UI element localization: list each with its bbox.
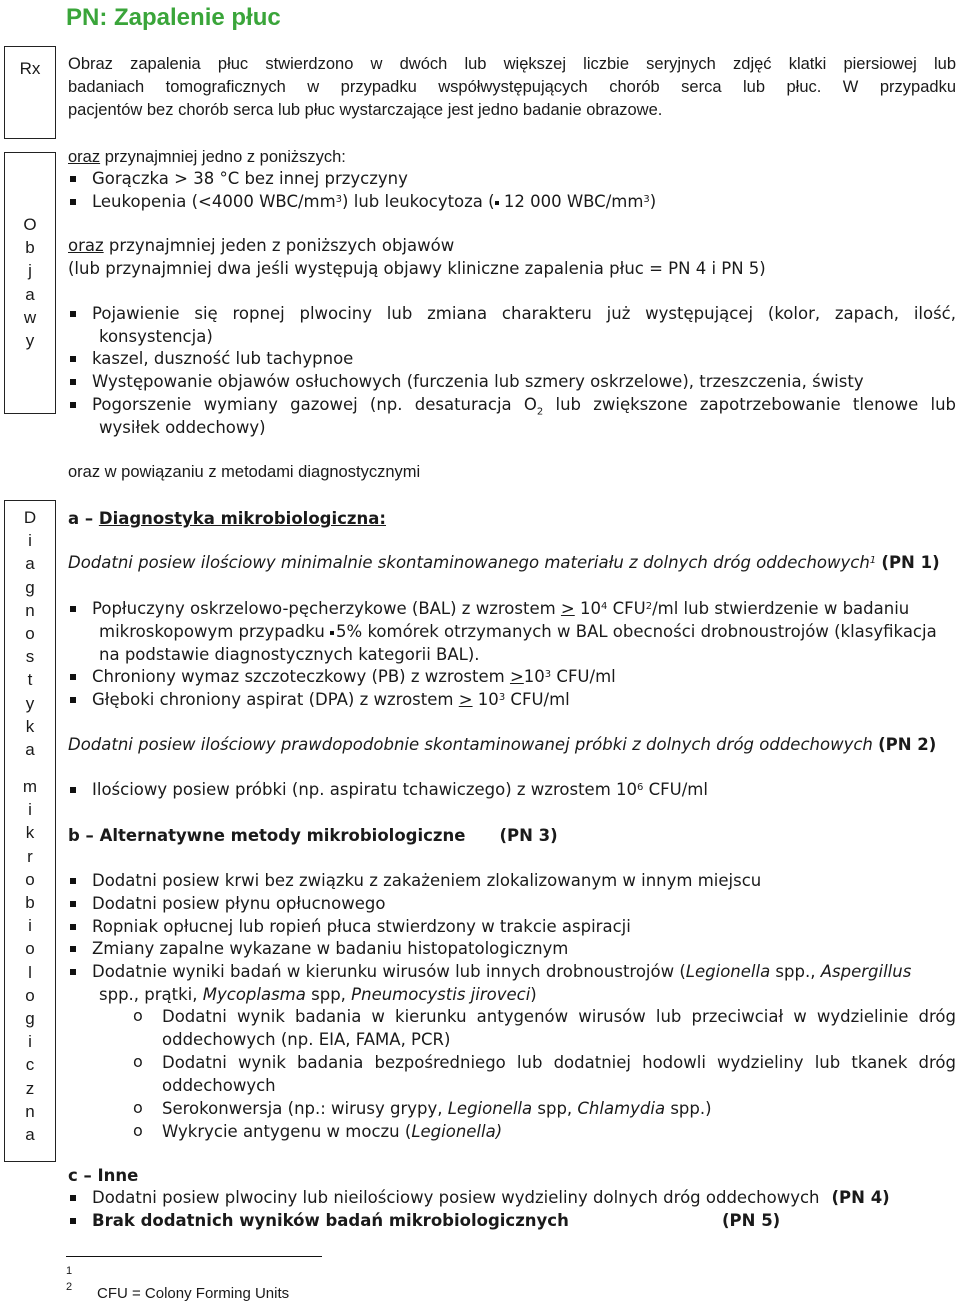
vertical-letter: i bbox=[28, 800, 32, 820]
vertical-letter: D bbox=[23, 508, 37, 527]
footnote-divider bbox=[66, 1256, 322, 1257]
vertical-letter: a bbox=[25, 1124, 35, 1144]
section-c-heading: c – Inne bbox=[68, 1166, 139, 1185]
alt-item-3: Ropniak opłucnej lub ropień płuca stwierdzony w trakcie aspiracji bbox=[92, 917, 631, 936]
pb-line: Chroniony wymaz szczoteczkowy (PB) z wzrostem $>10^3$ CFU/ml bbox=[92, 667, 616, 686]
alt-item-1: Dodatni posiew krwi bez związku z zakażeniem zlokalizowanym w innym miejscu bbox=[92, 871, 762, 890]
vertical-letter: a bbox=[25, 739, 35, 759]
objawy-intro-2b: (lub przynajmniej dwa jeśli występują objawy kliniczne zapalenia płuc = PN 4 i PN 5) bbox=[68, 259, 766, 278]
objawy-label-box bbox=[4, 152, 56, 414]
alt-viruses-l2: spp., prątki, Mycoplasma spp, Pneumocystis jiroveci) bbox=[99, 985, 537, 1004]
c-item-2-tag: (PN 5) bbox=[722, 1211, 781, 1230]
bullet-icon bbox=[70, 674, 76, 680]
vertical-letter: m bbox=[22, 777, 38, 797]
vertical-letter: g bbox=[25, 577, 35, 597]
vertical-letter: r bbox=[27, 846, 33, 866]
symptom-leukocytes: Leukopenia (<4000 WBC/$mm^3$) lub leukocytoza ( 12 000 WBC/$mm^3$) bbox=[92, 192, 657, 211]
ilosciowy-line: Ilościowy posiew próbki (np. aspiratu tchawiczego) z wzrostem $10^6$ CFU/ml bbox=[92, 780, 708, 799]
bullet-icon bbox=[70, 787, 76, 793]
bullet-icon bbox=[70, 878, 76, 884]
bullet-icon bbox=[70, 402, 76, 408]
rx-line-3: pacjentów bez chorób serca lub płuc wystarczające jest jedno badanie obrazowe. bbox=[68, 101, 663, 119]
rx-label-box bbox=[4, 46, 56, 139]
bullet-icon bbox=[70, 356, 76, 362]
sub-item-4: Wykrycie antygenu w moczu (Legionella) bbox=[162, 1122, 503, 1141]
bullet-icon bbox=[70, 946, 76, 952]
vertical-letter: l bbox=[28, 962, 32, 982]
rx-line-2: badaniach tomograficznych w przypadku współwystępujących chorób serca lub płuc. W przypadku bbox=[68, 78, 956, 96]
symptom-cough: kaszel, duszność lub tachypnoe bbox=[92, 349, 354, 368]
pn1-line: Dodatni posiew ilościowy minimalnie skontaminowanego materiału z dolnych dróg oddechowych$^1$ (PN 1) bbox=[68, 553, 940, 572]
symptom-sputum-l2: konsystencja) bbox=[99, 327, 213, 346]
bullet-icon bbox=[70, 311, 76, 317]
section-b-heading: b – Alternatywne metody mikrobiologiczne (PN 3) bbox=[68, 826, 558, 845]
circle-bullet-icon: o bbox=[133, 1121, 143, 1140]
diagnostyka-label-box bbox=[4, 500, 56, 1162]
connector-text: oraz w powiązaniu z metodami diagnostycznymi bbox=[68, 463, 421, 481]
vertical-letter: i bbox=[28, 1032, 32, 1052]
bal-line-3: na podstawie diagnostycznych kategorii BAL). bbox=[99, 645, 480, 664]
rx-label: Rx bbox=[19, 59, 41, 78]
alt-item-2: Dodatni posiew płynu opłucnowego bbox=[92, 894, 386, 913]
vertical-letter: O bbox=[23, 215, 37, 234]
vertical-letter: y bbox=[25, 330, 35, 350]
vertical-letter: o bbox=[25, 869, 35, 889]
circle-bullet-icon: o bbox=[133, 1006, 143, 1025]
pn2-line: Dodatni posiew ilościowy prawdopodobnie skontaminowanej próbki z dolnych dróg oddechowych (PN 2) bbox=[68, 735, 937, 754]
sub-item-3: Serokonwersja (np.: wirusy grypy, Legionella spp, Chlamydia spp.) bbox=[162, 1099, 712, 1118]
geq-icon bbox=[330, 631, 334, 635]
footnote-1-number: 1 bbox=[66, 1265, 73, 1277]
sub-item-2-l1: Dodatni wynik badania bezpośredniego lub dodatniej hodowli wydzieliny lub tkanek dróg bbox=[162, 1053, 956, 1072]
objawy-intro-2: oraz przynajmniej jeden z poniższych objawów bbox=[68, 236, 455, 255]
alt-viruses-l1: Dodatnie wyniki badań w kierunku wirusów lub innych drobnoustrojów (Legionella spp., Aspergillus bbox=[92, 962, 912, 981]
vertical-letter: z bbox=[25, 1078, 35, 1098]
c-item-1: Dodatni posiew plwociny lub nieilościowy posiew wydzieliny dolnych dróg oddechowych (PN 4) bbox=[92, 1188, 890, 1207]
c-item-2: Brak dodatnich wyników badań mikrobiologicznych bbox=[92, 1211, 569, 1230]
vertical-letter: s bbox=[25, 647, 35, 667]
vertical-letter: k bbox=[25, 823, 35, 843]
symptom-auscultation: Występowanie objawów osłuchowych (furczenia lub szmery oskrzelowe), trzeszczenia, świsty bbox=[92, 372, 864, 391]
vertical-letter: b bbox=[25, 238, 35, 258]
rx-line-1: Obraz zapalenia płuc stwierdzono w dwóch lub większej liczbie seryjnych zdjęć klatki piersiowej lub bbox=[68, 55, 956, 73]
symptom-gas-exchange-l2: wysiłek oddechowy) bbox=[99, 418, 266, 437]
sub-item-2-l2: oddechowych bbox=[162, 1076, 276, 1095]
vertical-letter: i bbox=[28, 531, 32, 551]
bullet-icon bbox=[70, 199, 76, 205]
bullet-icon bbox=[70, 1218, 76, 1224]
vertical-letter: b bbox=[25, 893, 35, 912]
vertical-letter: y bbox=[25, 693, 35, 713]
circle-bullet-icon: o bbox=[133, 1052, 143, 1071]
vertical-letter: o bbox=[25, 623, 35, 643]
bullet-icon bbox=[70, 901, 76, 907]
vertical-letter: j bbox=[28, 261, 32, 281]
vertical-letter: n bbox=[25, 1101, 35, 1121]
sub-item-1-l2: oddechowych (np. EIA, FAMA, PCR) bbox=[162, 1030, 451, 1049]
symptom-gas-exchange-l1: Pogorszenie wymiany gazowej (np. desaturacja $O_2$ lub zwiększone zapotrzebowanie tlenowe lub bbox=[92, 395, 957, 418]
vertical-letter: k bbox=[25, 716, 35, 736]
bullet-icon bbox=[70, 379, 76, 385]
dpa-line: Głęboki chroniony aspirat (DPA) z wzrostem > $10^3$ CFU/ml bbox=[92, 690, 570, 709]
alt-item-4: Zmiany zapalne wykazane w badaniu histopatologicznym bbox=[92, 939, 569, 958]
vertical-letter: c bbox=[25, 1055, 35, 1075]
bullet-icon bbox=[70, 606, 76, 612]
bal-line-1: Popłuczyny oskrzelowo-pęcherzykowe (BAL) z wzrostem > $10^4$ CFU$^2$/ml lub stwierdzenie w badaniu bbox=[92, 599, 910, 618]
footnote-2-text: CFU = Colony Forming Units bbox=[97, 1285, 290, 1302]
vertical-letter: w bbox=[23, 307, 37, 327]
bullet-icon bbox=[70, 924, 76, 930]
section-a-heading: a – Diagnostyka mikrobiologiczna: bbox=[68, 509, 386, 528]
vertical-letter: t bbox=[27, 670, 33, 690]
bullet-icon bbox=[70, 697, 76, 703]
bullet-icon bbox=[70, 1195, 76, 1201]
vertical-letter: a bbox=[25, 284, 35, 304]
circle-bullet-icon: o bbox=[133, 1098, 143, 1117]
vertical-letter: n bbox=[25, 600, 35, 620]
symptom-fever: Gorączka > 38 °C bez innej przyczyny bbox=[92, 169, 408, 188]
diagnostyka-vertical-label bbox=[5, 506, 55, 1146]
footnote-2-number: 2 bbox=[66, 1281, 73, 1293]
vertical-letter: g bbox=[25, 1008, 35, 1028]
objawy-vertical-label bbox=[5, 213, 55, 352]
vertical-letter: i bbox=[28, 916, 32, 936]
symptom-sputum-l1: Pojawienie się ropnej plwociny lub zmiana charakteru już występującej (kolor, zapach, ilość, bbox=[92, 304, 956, 323]
bal-line-2: mikroskopowym przypadku 5% komórek otrzymanych w BAL obecności drobnoustrojów (klasyfikacja bbox=[99, 622, 937, 641]
vertical-letter: o bbox=[25, 985, 35, 1005]
objawy-intro: oraz przynajmniej jedno z poniższych: bbox=[68, 148, 346, 166]
vertical-letter: o bbox=[25, 939, 35, 959]
bullet-icon bbox=[70, 969, 76, 975]
sub-item-1-l1: Dodatni wynik badania w kierunku antygenów wirusów lub przeciwciał w wydzielinie dróg bbox=[162, 1007, 956, 1026]
page-title: PN: Zapalenie płuc bbox=[66, 4, 281, 31]
bullet-icon bbox=[70, 176, 76, 182]
vertical-letter: a bbox=[25, 554, 35, 574]
